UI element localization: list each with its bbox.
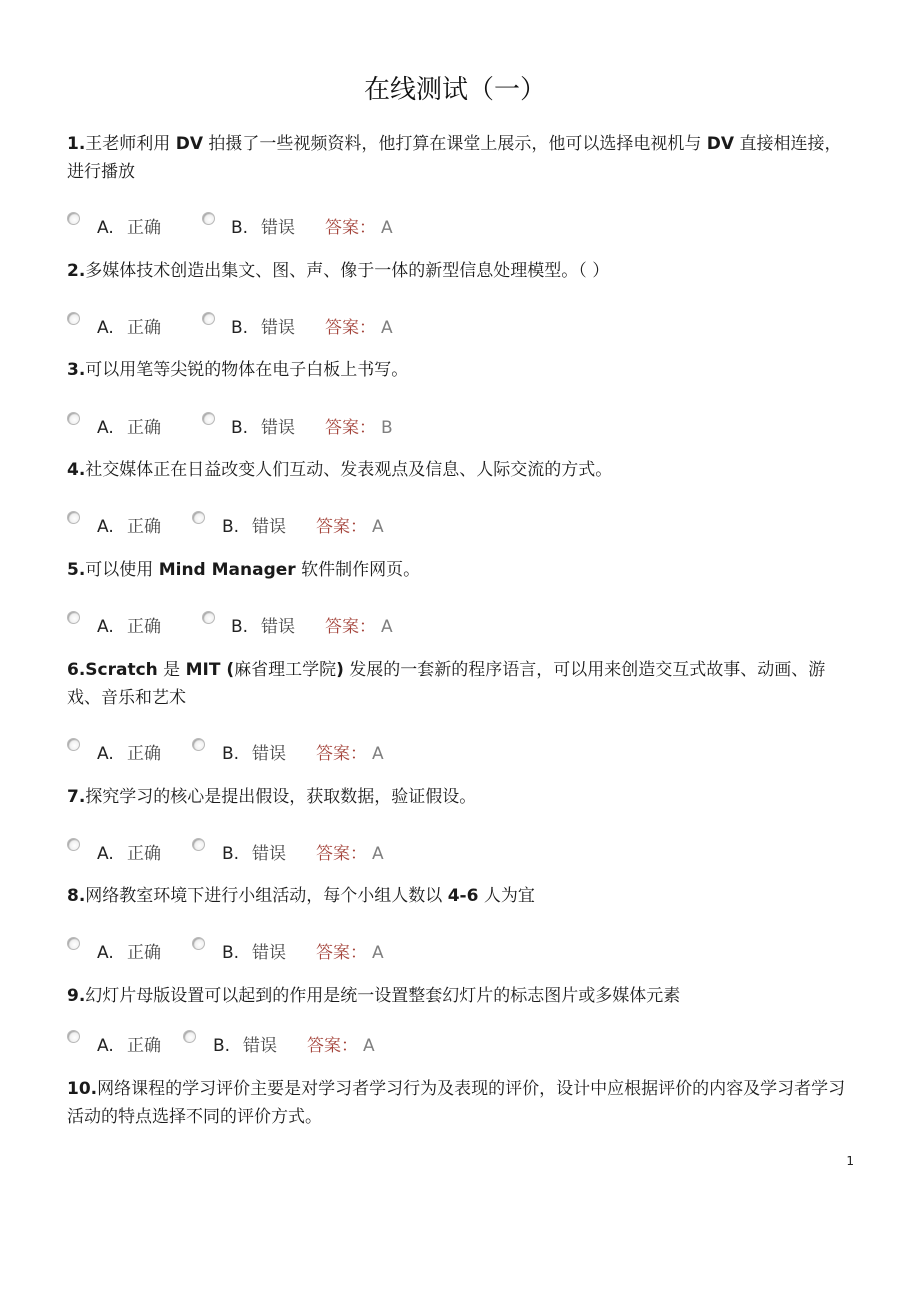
question-text (67, 257, 857, 285)
answer-options (67, 1033, 427, 1059)
answer-label: 答案： (316, 943, 367, 963)
answer-options (67, 841, 427, 867)
question-number: 2. (67, 261, 86, 281)
option-a-letter: A. (97, 517, 114, 537)
question-number: 8. (67, 886, 86, 906)
question-text (67, 656, 857, 712)
option-a-letter: A. (97, 218, 114, 238)
option-a-letter: A. (97, 1036, 114, 1056)
radio-option-a[interactable] (67, 412, 80, 425)
question-segment: 是 (157, 660, 186, 680)
radio-option-b[interactable] (202, 611, 215, 624)
question-text (67, 456, 857, 484)
answer-options (67, 940, 427, 966)
option-a-letter: A. (97, 844, 114, 864)
answer-options (67, 614, 427, 640)
question-segment: 探究学习的核心是提出假设，获取数据，验证假设。 (85, 787, 477, 807)
question-segment: MIT ( (185, 660, 235, 680)
answer-value: A (381, 617, 393, 637)
question-number: 4. (67, 460, 86, 480)
question-text (67, 882, 857, 910)
option-b-label: 错误 (261, 318, 295, 338)
option-b-label: 错误 (261, 418, 295, 438)
question-segment: 多媒体技术创造出集文、图、声、像于一体的新型信息处理模型。（ ） (85, 261, 610, 281)
question-segment: DV (175, 134, 203, 154)
question-segment: 软件制作网页。 (295, 560, 421, 580)
radio-option-b[interactable] (192, 937, 205, 950)
question-number: 7. (67, 787, 86, 807)
radio-option-a[interactable] (67, 312, 80, 325)
answer-value: B (381, 418, 393, 438)
question-segment: DV (706, 134, 735, 154)
question-number: 3. (67, 360, 86, 380)
question-number: 9. (67, 986, 86, 1006)
question-segment: 发展的一套新的程序语言，可以用来创造交互式故事、动画、游戏、音乐和艺术 (67, 660, 826, 708)
question-segment: 社交媒体正在日益改变人们互动、发表观点及信息、人际交流的方式。 (85, 460, 613, 480)
radio-option-b[interactable] (202, 212, 215, 225)
radio-option-a[interactable] (67, 738, 80, 751)
question-segment: 幻灯片母版设置可以起到的作用是统一设置整套幻灯片的标志图片或多媒体元素 (85, 986, 681, 1006)
page-title: 在线测试（一） (363, 75, 546, 105)
question-number: 5. (67, 560, 86, 580)
question-text (67, 783, 857, 811)
option-a-letter: A. (97, 744, 114, 764)
option-a-label: 正确 (127, 943, 161, 963)
answer-label: 答案： (307, 1036, 358, 1056)
radio-option-a[interactable] (67, 937, 80, 950)
question-segment: 4-6 (447, 886, 479, 906)
question-number: 6. (67, 660, 86, 680)
option-a-label: 正确 (127, 318, 161, 338)
option-b-label: 错误 (261, 617, 295, 637)
radio-option-a[interactable] (67, 611, 80, 624)
radio-option-b[interactable] (192, 511, 205, 524)
question-segment: 麻省理工学院 (234, 660, 337, 680)
question-segment: 可以使用 (85, 560, 159, 580)
question-text (67, 130, 857, 186)
question-number: 1. (67, 134, 86, 154)
option-a-label: 正确 (127, 844, 161, 864)
option-a-label: 正确 (127, 218, 161, 238)
page-number: 1 (846, 1154, 854, 1168)
question-segment: 网络教室环境下进行小组活动，每个小组人数以 (85, 886, 448, 906)
option-b-label: 错误 (252, 744, 286, 764)
answer-label: 答案： (316, 517, 367, 537)
radio-option-b[interactable] (183, 1030, 196, 1043)
question-text (67, 982, 857, 1010)
option-b-letter: B. (222, 517, 240, 537)
question-segment: 人为宜 (478, 886, 535, 906)
answer-options (67, 315, 427, 341)
option-b-letter: B. (222, 943, 240, 963)
option-b-letter: B. (231, 318, 249, 338)
answer-value: A (381, 318, 393, 338)
option-b-label: 错误 (261, 218, 295, 238)
radio-option-a[interactable] (67, 212, 80, 225)
answer-value: A (372, 943, 384, 963)
radio-option-a[interactable] (67, 511, 80, 524)
option-a-letter: A. (97, 318, 114, 338)
question-text (67, 1075, 857, 1131)
question-segment: Scratch (85, 660, 158, 680)
option-b-letter: B. (231, 418, 249, 438)
question-segment: 直接相连接，进行播放 (67, 134, 842, 182)
option-a-label: 正确 (127, 418, 161, 438)
radio-option-b[interactable] (192, 738, 205, 751)
answer-options (67, 215, 427, 241)
option-b-letter: B. (222, 844, 240, 864)
answer-options (67, 741, 427, 767)
answer-value: A (372, 844, 384, 864)
option-b-label: 错误 (243, 1036, 277, 1056)
radio-option-a[interactable] (67, 838, 80, 851)
answer-value: A (363, 1036, 375, 1056)
answer-value: A (372, 744, 384, 764)
answer-label: 答案： (325, 418, 376, 438)
question-text (67, 556, 857, 584)
option-a-label: 正确 (127, 744, 161, 764)
question-segment: 可以用笔等尖锐的物体在电子白板上书写。 (85, 360, 409, 380)
answer-label: 答案： (325, 318, 376, 338)
question-number: 10. (67, 1079, 98, 1099)
option-a-letter: A. (97, 617, 114, 637)
answer-label: 答案： (325, 617, 376, 637)
option-a-letter: A. (97, 943, 114, 963)
option-a-label: 正确 (127, 1036, 161, 1056)
radio-option-b[interactable] (192, 838, 205, 851)
option-b-letter: B. (231, 218, 249, 238)
question-segment: 网络课程的学习评价主要是对学习者学习行为及表现的评价，设计中应根据评价的内容及学习者学习活动的特点选择不同的评价方式。 (67, 1079, 846, 1127)
answer-label: 答案： (316, 844, 367, 864)
answer-value: A (372, 517, 384, 537)
option-b-letter: B. (213, 1036, 231, 1056)
question-segment: 拍摄了一些视频资料，他打算在课堂上展示，他可以选择电视机与 (202, 134, 707, 154)
option-a-label: 正确 (127, 617, 161, 637)
option-b-letter: B. (222, 744, 240, 764)
option-b-label: 错误 (252, 517, 286, 537)
option-a-letter: A. (97, 418, 114, 438)
option-b-label: 错误 (252, 943, 286, 963)
option-b-letter: B. (231, 617, 249, 637)
answer-options (67, 514, 427, 540)
question-segment: 王老师利用 (85, 134, 176, 154)
question-segment: ) (336, 660, 344, 680)
radio-option-b[interactable] (202, 412, 215, 425)
answer-options (67, 415, 427, 441)
radio-option-b[interactable] (202, 312, 215, 325)
option-a-label: 正确 (127, 517, 161, 537)
question-segment: Mind Manager (158, 560, 296, 580)
radio-option-a[interactable] (67, 1030, 80, 1043)
answer-value: A (381, 218, 393, 238)
question-text (67, 356, 857, 384)
answer-label: 答案： (316, 744, 367, 764)
option-b-label: 错误 (252, 844, 286, 864)
answer-label: 答案： (325, 218, 376, 238)
